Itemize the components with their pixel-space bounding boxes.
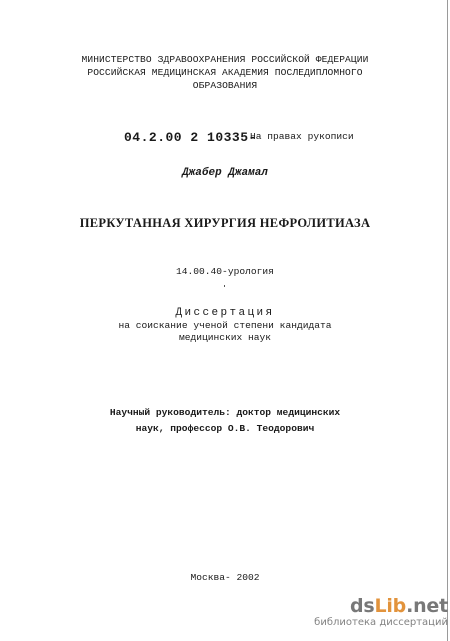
watermark-net: .net [406,595,448,617]
author-name: Джабер Джамал [182,167,268,179]
watermark-lib: Lib [374,595,407,617]
header-line-1: МИНИСТЕРСТВО ЗДРАВООХРАНЕНИЯ РОССИЙСКОЙ ФЕДЕРАЦИИ [81,54,369,65]
thesis-description [0,306,450,344]
dslib-watermark [314,595,448,629]
watermark-ds: ds [349,595,375,617]
registration-code: 04.2.00 2 10335- [124,130,257,145]
ministry-header [0,53,450,92]
watermark-subtitle: библиотека диссертаций [314,617,448,628]
supervisor-info [0,405,450,437]
dissertation-title: ПЕРКУТАННАЯ ХИРУРГИЯ НЕФРОЛИТИАЗА [79,216,371,230]
specialty-code: 14.00.40-урология [176,266,274,277]
header-line-3: ОБРАЗОВАНИЯ [192,80,258,91]
city-year: Москва- 2002 [190,572,260,583]
scan-speck [224,285,225,287]
supervisor-line-2: наук, профессор О.В. Теодорович [135,423,315,434]
header-line-2: РОССИЙСКАЯ МЕДИЦИНСКАЯ АКАДЕМИЯ ПОСЛЕДИПЛОМНОГО [87,67,363,78]
watermark-brand [348,595,448,617]
manuscript-rights-note: На правах рукописи [250,131,354,142]
supervisor-line-1: Научный руководитель: доктор медицинских [109,407,341,418]
thesis-heading: Диссертация [175,307,275,319]
thesis-line-2: медицинских наук [178,332,272,343]
thesis-line-1: на соискание ученой степени кандидата [118,320,332,331]
